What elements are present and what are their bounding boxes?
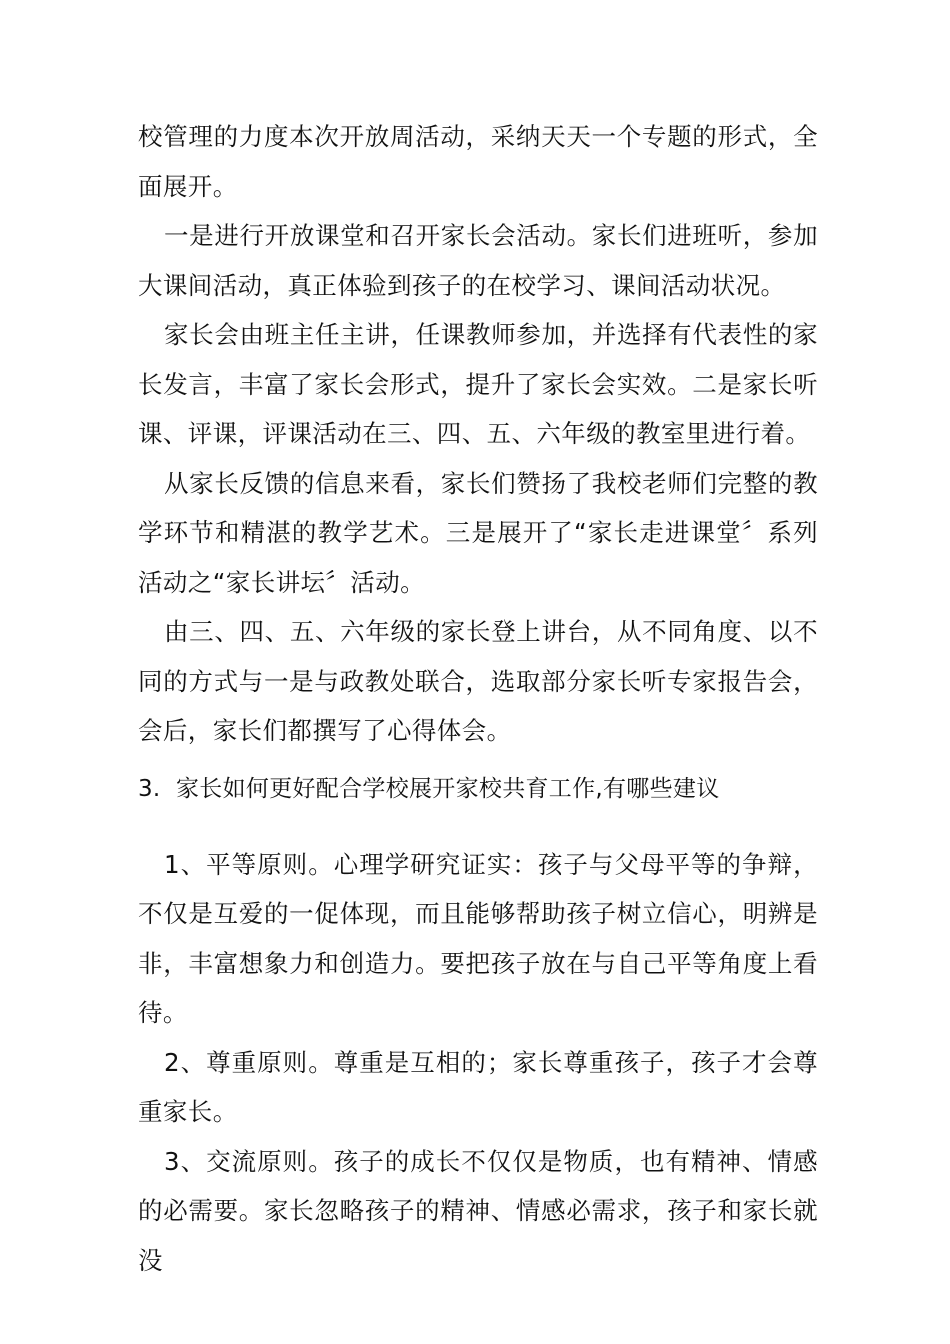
section-heading-text: 家长如何更好配合学校展开家校共育工作,有哪些建议	[176, 775, 720, 802]
paragraph-6: 1、平等原则。心理学研究证实：孩子与父母平等的争辩，不仅是互爱的一促体现，而且能够帮助孩子树立信心，明辨是非，丰富想象力和创造力。要把孩子放在与自己平等角度上看待。	[138, 849, 818, 1027]
paragraph-4: 从家长反馈的信息来看，家长们赞扬了我校老师们完整的教学环节和精湛的教学艺术。三是展开了“家长走进课堂〞系列活动之“家长讲坛〞活动。	[138, 468, 818, 597]
paragraph-3: 家长会由班主任主讲，任课教师参加，并选择有代表性的家长发言，丰富了家长会形式，提升了家长会实效。二是家长听课、评课，评课活动在三、四、五、六年级的教室里进行着。	[138, 320, 818, 448]
paragraph-8: 3、交流原则。孩子的成长不仅仅是物质，也有精神、情感的必需要。家长忽略孩子的精神、情感必需求，孩子和家长就没	[138, 1146, 818, 1275]
document-body	[138, 112, 818, 1285]
paragraph-1: 校管理的力度本次开放周活动，采纳天天一个专题的形式，全面展开。	[138, 122, 818, 201]
section-heading-number: 3.	[138, 775, 161, 802]
paragraph-7: 2、尊重原则。尊重是互相的；家长尊重孩子，孩子才会尊重家长。	[138, 1047, 818, 1126]
section-heading	[138, 764, 818, 814]
paragraph-5: 由三、四、五、六年级的家长登上讲台，从不同角度、以不同的方式与一是与政教处联合，选取部分家长听专家报告会，会后，家长们都撰写了心得体会。	[138, 617, 818, 745]
paragraph-2: 一是进行开放课堂和召开家长会活动。家长们进班听，参加大课间活动，真正体验到孩子的在校学习、课间活动状况。	[138, 221, 818, 300]
